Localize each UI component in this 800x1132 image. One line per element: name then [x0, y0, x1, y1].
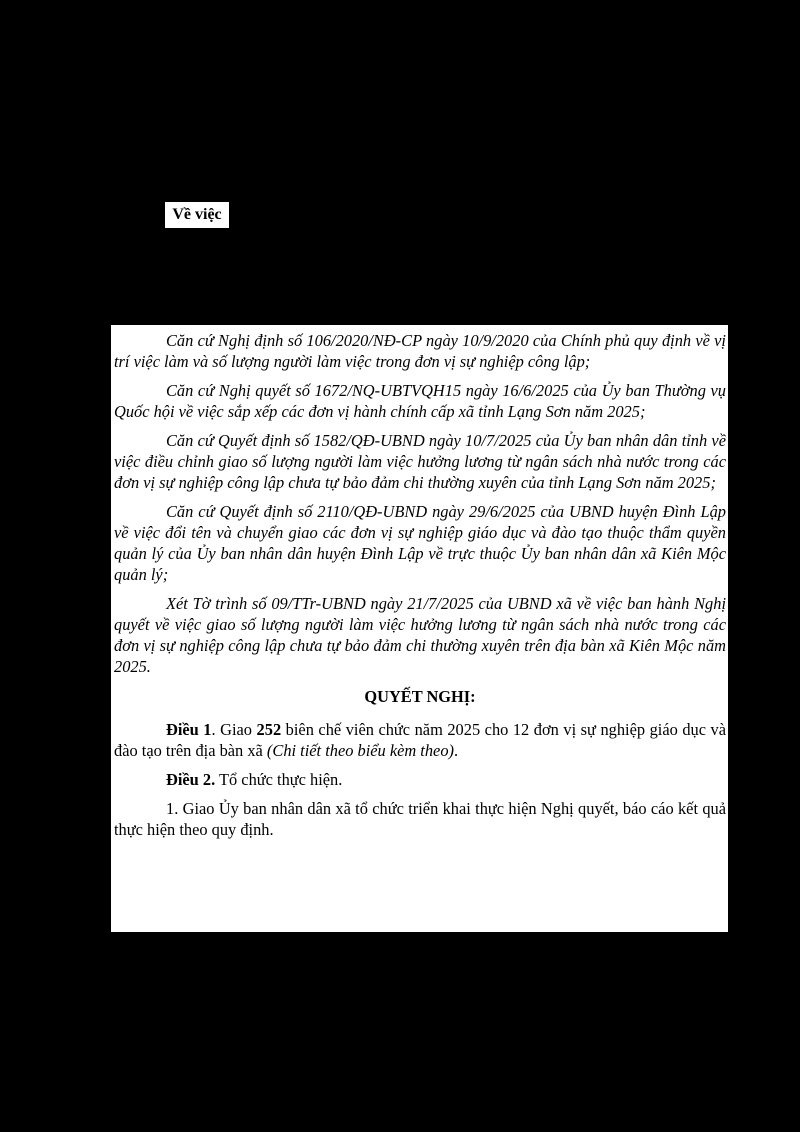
- preamble-decision-2110: Căn cứ Quyết định số 2110/QĐ-UBND ngày 29/6/2025 của UBND huyện Đình Lập về việc đổi tên và chuyển giao các đơn vị sự nghiệp giáo dục và đào tạo thuộc thẩm quyền quản lý của Ủy ban nhân dân huyện Đình Lập về trực thuộc Ủy ban nhân dân xã Kiên Mộc quản lý;: [114, 502, 726, 584]
- article-1-label: Điều 1: [166, 720, 212, 739]
- preamble-decision-1582: Căn cứ Quyết định số 1582/QĐ-UBND ngày 10/7/2025 của Ủy ban nhân dân tỉnh về việc điều chỉnh giao số lượng người làm việc hưởng lương từ ngân sách nhà nước trong các đơn vị sự nghiệp công lập chưa tự bảo đảm chi thường xuyên của tỉnh Lạng Sơn năm 2025;: [114, 431, 726, 492]
- preamble-decree-106: Căn cứ Nghị định số 106/2020/NĐ-CP ngày 10/9/2020 của Chính phủ quy định về vị trí việc làm và số lượng người làm việc trong đơn vị sự nghiệp công lập;: [114, 331, 726, 371]
- resolution-heading: QUYẾT NGHỊ:: [364, 687, 476, 706]
- article-2: [114, 769, 726, 790]
- article-1-text-after: biên chế viên chức năm 2025 cho 12 đơn vị sự nghiệp giáo dục và đào tạo trên địa bàn xã: [114, 720, 727, 760]
- article-1-note: (Chi tiết theo biểu kèm theo): [266, 741, 454, 760]
- article-2-item-1: 1. Giao Ủy ban nhân dân xã tổ chức triển khai thực hiện Nghị quyết, báo cáo kết quả thực hiện theo quy định.: [114, 799, 726, 839]
- article-1-end: .: [454, 741, 459, 760]
- article-2-text: Tổ chức thực hiện.: [215, 770, 343, 789]
- subject-label: Về việc: [165, 202, 229, 228]
- document-body: [111, 325, 728, 932]
- preamble-resolution-1672: Căn cứ Nghị quyết số 1672/NQ-UBTVQH15 ngày 16/6/2025 của Ủy ban Thường vụ Quốc hội về việc sắp xếp các đơn vị hành chính cấp xã tỉnh Lạng Sơn năm 2025;: [114, 381, 726, 421]
- preamble-submission-09: Xét Tờ trình số 09/TTr-UBND ngày 21/7/2025 của UBND xã về việc ban hành Nghị quyết về việc giao số lượng người làm việc hưởng lương từ ngân sách nhà nước trong các đơn vị sự nghiệp công lập chưa tự bảo đảm chi thường xuyên trên địa bàn xã Kiên Mộc năm 2025.: [114, 594, 726, 676]
- article-2-label: Điều 2.: [166, 770, 216, 789]
- article-1-number: 252: [256, 720, 282, 739]
- article-1: [114, 719, 726, 761]
- article-1-text-before: . Giao: [211, 720, 257, 739]
